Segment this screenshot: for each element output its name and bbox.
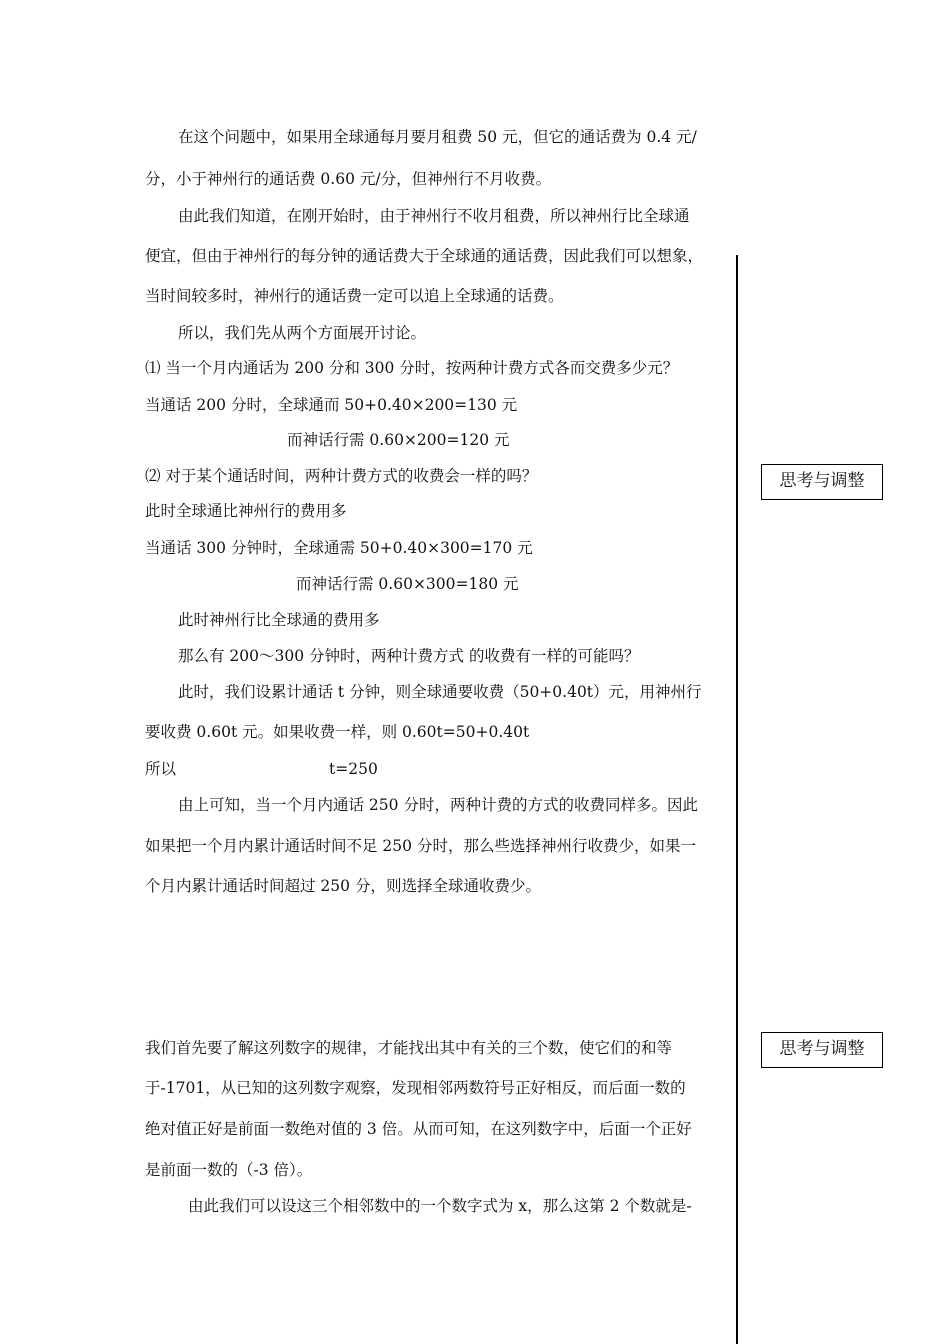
paragraph-line: 是前面一数的（-3 倍）。: [145, 1161, 313, 1179]
paragraph-line: 那么有 200～300 分钟时，两种计费方式 的收费有一样的可能吗？: [178, 647, 640, 665]
paragraph-line: 而神话行需 0.60×300=180 元: [296, 575, 519, 593]
paragraph-line: 如果把一个月内累计通话时间不足 250 分时，那么些选择神州行收费少，如果一: [145, 837, 696, 855]
paragraph-line: 当通话 300 分钟时，全球通需 50+0.40×300=170 元: [145, 539, 533, 557]
paragraph-line: 分，小于神州行的通话费 0.60 元/分，但神州行不月收费。: [145, 170, 552, 188]
side-note-box: 思考与调整: [761, 1032, 883, 1068]
paragraph-line: 便宜，但由于神州行的每分钟的通话费大于全球通的通话费，因此我们可以想象，: [145, 247, 704, 265]
paragraph-line: 要收费 0.60t 元。如果收费一样，则 0.60t=50+0.40t: [145, 723, 530, 741]
margin-divider: [736, 255, 738, 1344]
paragraph-line: 此时全球通比神州行的费用多: [145, 502, 347, 520]
paragraph-line: 此时，我们设累计通话 t 分钟，则全球通要收费（50+0.40t）元，用神州行: [178, 683, 702, 701]
side-note-box: 思考与调整: [761, 464, 883, 500]
paragraph-line: ⑵ 对于某个通话时间，两种计费方式的收费会一样的吗？: [145, 467, 538, 485]
paragraph-line: 绝对值正好是前面一数绝对值的 3 倍。从而可知，在这列数字中，后面一个正好: [145, 1120, 692, 1138]
paragraph-line: 在这个问题中，如果用全球通每月要月租费 50 元，但它的通话费为 0.4 元/: [178, 128, 697, 146]
paragraph-line: 由此我们知道，在刚开始时，由于神州行不收月租费，所以神州行比全球通: [178, 207, 690, 225]
paragraph-line: 我们首先要了解这列数字的规律，才能找出其中有关的三个数，使它们的和等: [145, 1039, 673, 1057]
paragraph-line: 当通话 200 分时，全球通而 50+0.40×200=130 元: [145, 396, 518, 414]
paragraph-line: 当时间较多时，神州行的通话费一定可以追上全球通的话费。: [145, 287, 564, 305]
paragraph-line: 由上可知，当一个月内通话 250 分时，两种计费的方式的收费同样多。因此: [178, 796, 698, 814]
paragraph-line: ⑴ 当一个月内通话为 200 分和 300 分时，按两种计费方式各而交费多少元？: [145, 359, 679, 377]
paragraph-line: 由此我们可以设这三个相邻数中的一个数字式为 x，那么这第 2 个数就是-: [188, 1197, 692, 1215]
paragraph-line: 个月内累计通话时间超过 250 分，则选择全球通收费少。: [145, 877, 541, 895]
paragraph-line: 所以，我们先从两个方面展开讨论。: [178, 324, 427, 342]
equation-result: t=250: [329, 760, 378, 778]
paragraph-line: 而神话行需 0.60×200=120 元: [287, 431, 510, 449]
paragraph-line: 所以: [145, 760, 177, 778]
paragraph-line: 此时神州行比全球通的费用多: [178, 611, 380, 629]
paragraph-line: 于-1701，从已知的这列数字观察，发现相邻两数符号正好相反，而后面一数的: [145, 1079, 686, 1097]
